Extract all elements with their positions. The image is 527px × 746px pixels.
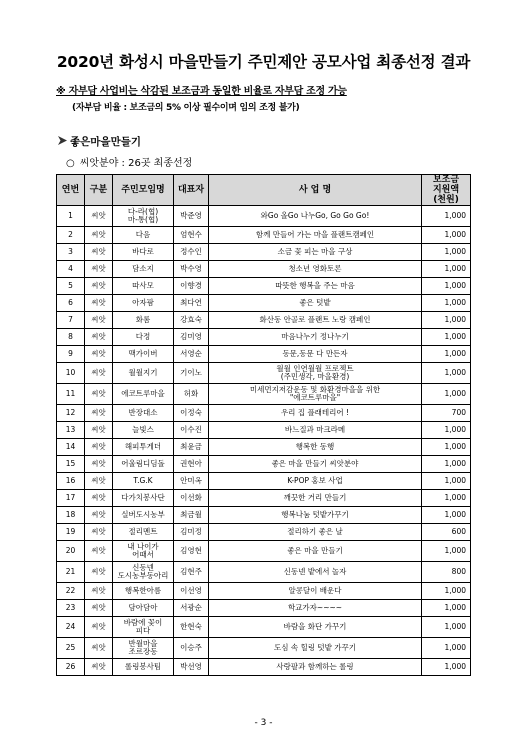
table-row: [57, 507, 471, 524]
cell-no: 23: [57, 600, 85, 617]
cell-no: 4: [57, 261, 85, 278]
cost-share-ratio-note: (자부담 비율 : 보조금의 5% 이상 필수이며 임의 조정 불가): [72, 103, 300, 113]
cell-no: 16: [57, 473, 85, 490]
section-heading: [58, 134, 141, 149]
cell-amount: 600: [422, 524, 471, 541]
cell-no: 17: [57, 490, 85, 507]
cell-group: 다음: [113, 227, 174, 244]
table-row: [57, 456, 471, 473]
table-row: [57, 329, 471, 346]
cell-project: 미세먼지저감운동 및 화환경마을을 위한 "에코트루마을": [209, 384, 422, 405]
cell-no: 6: [57, 295, 85, 312]
cell-project: 우리 집 플래테리어 !: [209, 405, 422, 422]
cell-group: 아자팜: [113, 295, 174, 312]
table-row: [57, 638, 471, 659]
cell-representative: 이선화: [174, 490, 209, 507]
table-row: [57, 312, 471, 329]
cell-amount: 1,000: [422, 261, 471, 278]
table-row: [57, 244, 471, 261]
cell-amount: 1,000: [422, 278, 471, 295]
cell-group: 다-라(협) 마-통(협): [113, 206, 174, 227]
cell-amount: 1,000: [422, 312, 471, 329]
cell-no: 5: [57, 278, 85, 295]
table-header-row: [57, 175, 471, 206]
cell-type: 씨앗: [85, 490, 113, 507]
table-row: [57, 524, 471, 541]
cell-group: 바다로: [113, 244, 174, 261]
cell-representative: 안미옥: [174, 473, 209, 490]
cell-type: 씨앗: [85, 617, 113, 638]
cell-project: 동문,동문 다 만든자: [209, 346, 422, 363]
table-row: [57, 227, 471, 244]
cell-amount: 1,000: [422, 244, 471, 261]
cell-project: 좋은 텃밭: [209, 295, 422, 312]
page-number: - 3 -: [254, 718, 273, 728]
cell-representative: 최윤금: [174, 439, 209, 456]
cell-amount: 1,000: [422, 507, 471, 524]
cell-type: 씨앗: [85, 261, 113, 278]
cell-representative: 기이노: [174, 363, 209, 384]
cell-type: 씨앗: [85, 638, 113, 659]
cell-group: 반월마을 조르장동: [113, 638, 174, 659]
cell-project: 함께 만들어 가는 마을 플랜트캠페인: [209, 227, 422, 244]
document-title: 2020년 화성시 마을만들기 주민제안 공모사업 최종선정 결과: [56, 53, 471, 71]
cell-amount: 1,000: [422, 659, 471, 676]
cell-type: 씨앗: [85, 473, 113, 490]
table-body: [57, 206, 471, 676]
cell-group: 실버도시농부: [113, 507, 174, 524]
header-representative: 대표자: [174, 175, 209, 206]
cell-no: 9: [57, 346, 85, 363]
cell-representative: 정수인: [174, 244, 209, 261]
cell-amount: 1,000: [422, 473, 471, 490]
cell-type: 씨앗: [85, 659, 113, 676]
cell-no: 3: [57, 244, 85, 261]
cell-type: 씨앗: [85, 312, 113, 329]
header-project: 사 업 명: [209, 175, 422, 206]
cell-representative: 김미정: [174, 524, 209, 541]
cell-type: 씨앗: [85, 295, 113, 312]
cell-amount: 1,000: [422, 600, 471, 617]
table-row: [57, 295, 471, 312]
cell-amount: 1,000: [422, 456, 471, 473]
cell-representative: 김미영: [174, 329, 209, 346]
cell-representative: 박선영: [174, 659, 209, 676]
cell-no: 10: [57, 363, 85, 384]
cell-type: 씨앗: [85, 524, 113, 541]
cell-group: 신동넨 도시농부동아리: [113, 562, 174, 583]
cell-amount: 700: [422, 405, 471, 422]
cell-project: 좋은 마을 만들기 씨앗분야: [209, 456, 422, 473]
cost-share-note: ※ 자부담 사업비는 삭감된 보조금과 동일한 비율로 자부담 조정 가능: [56, 86, 347, 97]
cell-no: 8: [57, 329, 85, 346]
cell-amount: 1,000: [422, 541, 471, 562]
cell-group: 담소지: [113, 261, 174, 278]
cell-project: 깨끗한 거리 만들기: [209, 490, 422, 507]
cell-representative: 이정숙: [174, 405, 209, 422]
cell-amount: 1,000: [422, 422, 471, 439]
header-type: 구분: [85, 175, 113, 206]
cell-project: 학교가자~~~~: [209, 600, 422, 617]
cell-amount: 1,000: [422, 638, 471, 659]
cell-group: 절리멘트: [113, 524, 174, 541]
cell-representative: 이향경: [174, 278, 209, 295]
table-row: [57, 583, 471, 600]
table-row: [57, 384, 471, 405]
table-row: [57, 261, 471, 278]
cell-type: 씨앗: [85, 206, 113, 227]
cell-project: 사랑팔과 함께하는 롤링: [209, 659, 422, 676]
cell-project: K-POP 홍보 사업: [209, 473, 422, 490]
cell-group: 행복한아름: [113, 583, 174, 600]
cell-no: 25: [57, 638, 85, 659]
cell-project: 행복나눔 텃밭가꾸기: [209, 507, 422, 524]
cell-group: 롤링봉사팀: [113, 659, 174, 676]
cell-representative: 엄현수: [174, 227, 209, 244]
cell-project: 바느질과 마크라메: [209, 422, 422, 439]
header-amount: 보조금 지원액 (천원): [422, 175, 471, 206]
cell-amount: 1,000: [422, 329, 471, 346]
section-label: 좋은마을만들기: [70, 136, 142, 148]
cell-no: 15: [57, 456, 85, 473]
table-row: [57, 562, 471, 583]
cell-group: 내 나이가 어때서: [113, 541, 174, 562]
cell-amount: 1,000: [422, 439, 471, 456]
cell-representative: 최금월: [174, 507, 209, 524]
cell-group: 월월지기: [113, 363, 174, 384]
cell-representative: 박준영: [174, 206, 209, 227]
cell-no: 7: [57, 312, 85, 329]
circle-marker: ○: [66, 158, 75, 169]
subsection-label: 씨앗분야 : 26곳 최종선정: [79, 158, 193, 169]
table-row: [57, 659, 471, 676]
cell-no: 2: [57, 227, 85, 244]
cell-project: 월월 인연월월 프로젝트 (주민생각, 마을환경): [209, 363, 422, 384]
cell-amount: 1,000: [422, 227, 471, 244]
table-row: [57, 422, 471, 439]
cell-type: 씨앗: [85, 405, 113, 422]
cell-no: 19: [57, 524, 85, 541]
cell-group: 반장대소: [113, 405, 174, 422]
cell-amount: 1,000: [422, 583, 471, 600]
cell-representative: 김영현: [174, 541, 209, 562]
cell-type: 씨앗: [85, 227, 113, 244]
cell-project: 청소년 영화토론: [209, 261, 422, 278]
cell-no: 22: [57, 583, 85, 600]
cell-project: 알콩달이 배운다: [209, 583, 422, 600]
cell-group: 담아담아: [113, 600, 174, 617]
cell-amount: 1,000: [422, 206, 471, 227]
cell-type: 씨앗: [85, 278, 113, 295]
cell-type: 씨앗: [85, 422, 113, 439]
cell-group: 어울림디딤돌: [113, 456, 174, 473]
cell-type: 씨앗: [85, 244, 113, 261]
table-row: [57, 473, 471, 490]
cell-type: 씨앗: [85, 363, 113, 384]
cell-type: 씨앗: [85, 384, 113, 405]
cell-project: 절리하기 좋은 날: [209, 524, 422, 541]
cell-no: 26: [57, 659, 85, 676]
cell-type: 씨앗: [85, 456, 113, 473]
table-row: [57, 363, 471, 384]
header-group: 주민모임명: [113, 175, 174, 206]
cell-representative: 강효숙: [174, 312, 209, 329]
cell-group: 따사모: [113, 278, 174, 295]
cell-group: 해피투게더: [113, 439, 174, 456]
cell-no: 18: [57, 507, 85, 524]
cell-group: 다가치봉사단: [113, 490, 174, 507]
cell-no: 12: [57, 405, 85, 422]
cell-type: 씨앗: [85, 346, 113, 363]
cell-group: 다정: [113, 329, 174, 346]
cell-project: 좋은 마을 만들기: [209, 541, 422, 562]
header-no: 연번: [57, 175, 85, 206]
cell-project: 따뜻한 행복을 주는 마음: [209, 278, 422, 295]
cell-type: 씨앗: [85, 562, 113, 583]
table-row: [57, 490, 471, 507]
cell-group: T.G.K: [113, 473, 174, 490]
cell-type: 씨앗: [85, 541, 113, 562]
table-row: [57, 600, 471, 617]
cell-project: 와Go 올Go 나누Go, Go Go Go!: [209, 206, 422, 227]
cell-representative: 서영순: [174, 346, 209, 363]
cell-project: 도심 속 힐링 텃밭 가꾸기: [209, 638, 422, 659]
cell-group: 맥가이버: [113, 346, 174, 363]
cell-project: 바람을 화단 가꾸기: [209, 617, 422, 638]
table-row: [57, 439, 471, 456]
cell-type: 씨앗: [85, 439, 113, 456]
cell-group: 화롬: [113, 312, 174, 329]
cell-project: 행복한 동행: [209, 439, 422, 456]
cell-amount: 1,000: [422, 295, 471, 312]
cell-representative: 김현주: [174, 562, 209, 583]
cell-representative: 서광순: [174, 600, 209, 617]
cell-project: 마음나누기 정나누기: [209, 329, 422, 346]
cell-amount: 800: [422, 562, 471, 583]
cell-amount: 1,000: [422, 346, 471, 363]
cell-no: 21: [57, 562, 85, 583]
cell-no: 14: [57, 439, 85, 456]
cell-amount: 1,000: [422, 490, 471, 507]
cell-representative: 이선영: [174, 583, 209, 600]
cell-representative: 허화: [174, 384, 209, 405]
table-row: [57, 405, 471, 422]
cell-no: 20: [57, 541, 85, 562]
cell-no: 1: [57, 206, 85, 227]
table-row: [57, 206, 471, 227]
cell-no: 13: [57, 422, 85, 439]
table-row: [57, 541, 471, 562]
cell-representative: 이수진: [174, 422, 209, 439]
cell-amount: 1,000: [422, 363, 471, 384]
cell-amount: 1,000: [422, 384, 471, 405]
cell-representative: 이승주: [174, 638, 209, 659]
table-row: [57, 346, 471, 363]
cell-representative: 한현숙: [174, 617, 209, 638]
cell-type: 씨앗: [85, 329, 113, 346]
cell-no: 24: [57, 617, 85, 638]
subsection-heading: [66, 154, 192, 169]
selection-results-table: [56, 174, 471, 676]
table-row: [57, 617, 471, 638]
cell-group: 에코트루마을: [113, 384, 174, 405]
cell-group: 바람에 꽃이 피다: [113, 617, 174, 638]
cell-project: 소금 꽃 피는 마을 구상: [209, 244, 422, 261]
table-row: [57, 278, 471, 295]
cell-representative: 권현아: [174, 456, 209, 473]
cell-amount: 1,000: [422, 617, 471, 638]
cell-representative: 박수영: [174, 261, 209, 278]
bullet-icon: [58, 136, 67, 148]
cell-project: 신동넨 밭에서 놀자: [209, 562, 422, 583]
cell-project: 화산동 안골로 플랜트 노랑 캠페인: [209, 312, 422, 329]
cell-type: 씨앗: [85, 600, 113, 617]
cell-type: 씨앗: [85, 583, 113, 600]
cell-no: 11: [57, 384, 85, 405]
cell-representative: 최다연: [174, 295, 209, 312]
cell-group: 늘빛스: [113, 422, 174, 439]
cell-type: 씨앗: [85, 507, 113, 524]
